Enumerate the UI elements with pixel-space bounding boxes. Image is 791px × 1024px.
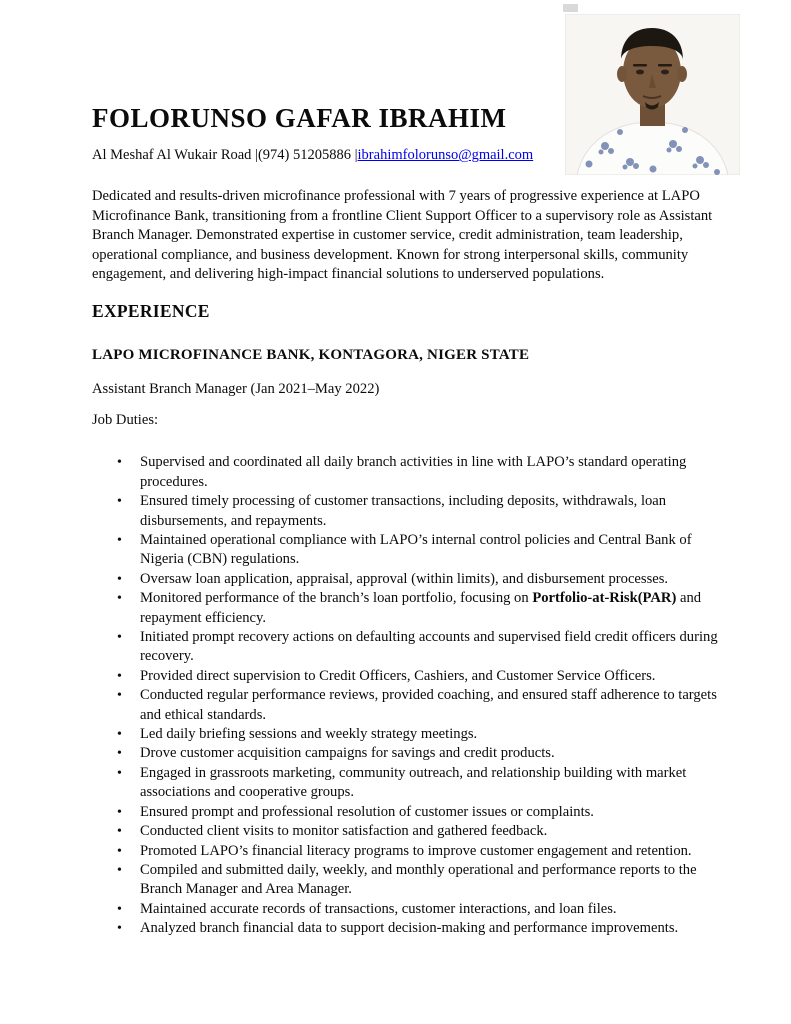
duty-item: • Analyzed branch financial data to support decision-making and performance improvements.: [140, 919, 737, 938]
contact-line: [92, 147, 737, 164]
duty-item: • Promoted LAPO’s financial literacy programs to improve customer engagement and retention.: [140, 842, 737, 861]
duty-item: [140, 589, 737, 628]
duty-item: • Led daily briefing sessions and weekly strategy meetings.: [140, 725, 737, 744]
duties-label: Job Duties:: [92, 412, 159, 429]
duty-text: Monitored performance of the branch’s loan portfolio, focusing on: [140, 590, 533, 607]
duty-item: • Engaged in grassroots marketing, community outreach, and relationship building with market associations and cooperative groups.: [140, 764, 737, 803]
duty-item: • Compiled and submitted daily, weekly, and monthly operational and performance reports to the Branch Manager and Area Manager.: [140, 861, 737, 900]
role-title: Assistant Branch Manager (Jan 2021–May 2022): [92, 381, 380, 398]
duty-item: • Drove customer acquisition campaigns for savings and credit products.: [140, 744, 737, 763]
duty-highlight: Portfolio-at-Risk(PAR): [532, 590, 677, 607]
email-link[interactable]: ibrahimfolorunso@gmail.com: [357, 147, 534, 164]
duty-text: and repayment efficiency.: [140, 590, 702, 626]
candidate-name: FOLORUNSO GAFAR IBRAHIM: [92, 103, 507, 133]
duty-item: • Provided direct supervision to Credit Officers, Cashiers, and Customer Service Officers.: [140, 667, 737, 686]
duty-item: • Maintained operational compliance with LAPO’s internal control policies and Central Bank of Nigeria (CBN) regulations.: [140, 531, 737, 570]
duties-list: [92, 453, 737, 938]
duty-item: • Oversaw loan application, appraisal, approval (within limits), and disbursement processes.: [140, 570, 737, 589]
duty-item: • Initiated prompt recovery actions on defaulting accounts and supervised field credit officers during recovery.: [140, 628, 737, 667]
summary-paragraph: Dedicated and results-driven microfinance professional with 7 years of progressive experience at LAPO Microfinance Bank, transitioning from a frontline Client Support Officer to a supervisory role as Assistant Branch Manager. Demonstrated expertise in customer service, credit administration, team leadership, operational compliance, and business development. Known for strong interpersonal skills, community engagement, and delivering high-impact financial solutions to underserved populations.: [92, 188, 713, 282]
employer-heading: LAPO MICROFINANCE BANK, KONTAGORA, NIGER STATE: [92, 347, 530, 364]
duty-item: • Conducted client visits to monitor satisfaction and gathered feedback.: [140, 822, 737, 841]
duty-item: • Conducted regular performance reviews, provided coaching, and ensured staff adherence to targets and ethical standards.: [140, 686, 737, 725]
contact-prefix: Al Meshaf Al Wukair Road |(974) 51205886 |: [92, 147, 358, 164]
duty-item: • Supervised and coordinated all daily branch activities in line with LAPO’s standard operating procedures.: [140, 453, 737, 492]
experience-heading: EXPERIENCE: [92, 301, 210, 322]
duty-item: • Ensured timely processing of customer transactions, including deposits, withdrawals, loan disbursements, and repayments.: [140, 492, 737, 531]
duty-item: • Ensured prompt and professional resolution of customer issues or complaints.: [140, 803, 737, 822]
duty-item: • Maintained accurate records of transactions, customer interactions, and loan files.: [140, 900, 737, 919]
